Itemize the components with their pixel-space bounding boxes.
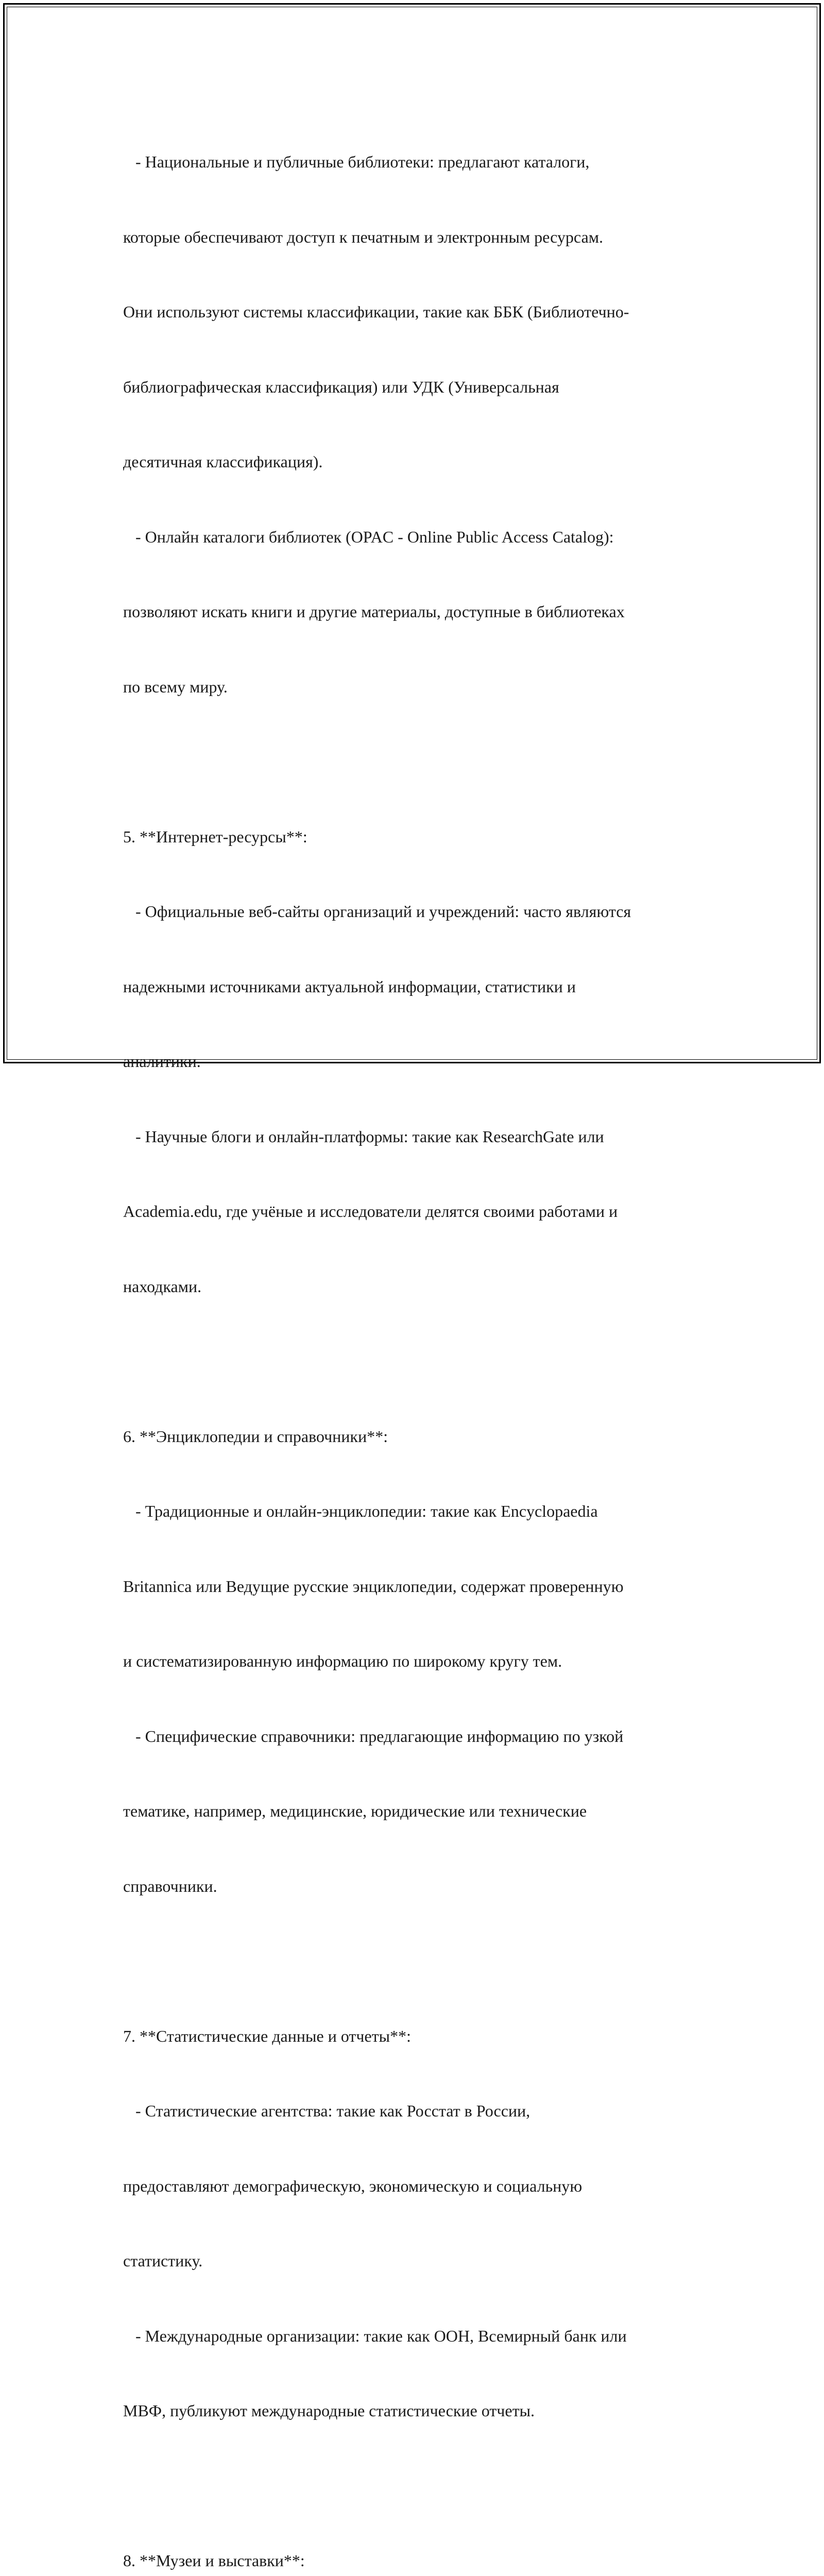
text-line: десятичная классификация). (123, 452, 323, 471)
text-line: аналитики. (123, 1052, 201, 1071)
text-line: - Онлайн каталоги библиотек (OPAC - Online Public Access Catalog): (123, 527, 614, 546)
text-line: надежными источниками актуальной информации, статистики и (123, 977, 576, 996)
text-line: справочники. (123, 1876, 217, 1895)
text-line: которые обеспечивают доступ к печатным и электронным ресурсам. (123, 227, 604, 246)
text-line: - Национальные и публичные библиотеки: предлагают каталоги, (123, 152, 590, 171)
blank-line (123, 1948, 731, 1974)
text-line: Они используют системы классификации, такие как ББК (Библиотечно- (123, 302, 629, 321)
text-line: по всему миру. (123, 677, 228, 696)
text-line: - Статистические агентства: такие как Росстат в России, (123, 2102, 530, 2120)
text-line: - Международные организации: такие как ООН, Всемирный банк или (123, 2326, 627, 2345)
text-line: МВФ, публикуют международные статистические отчеты. (123, 2401, 535, 2420)
text-line: предоставляют демографическую, экономическую и социальную (123, 2176, 582, 2195)
text-line: библиографическая классификация) или УДК (Универсальная (123, 377, 559, 396)
text-line: - Специфические справочники: предлагающие информацию по узкой (123, 1726, 624, 1745)
section-heading: 5. **Интернет-ресурсы**: (123, 827, 307, 846)
text-line: находками. (123, 1277, 202, 1296)
blank-line (123, 2473, 731, 2499)
text-line: Academia.edu, где учёные и исследователи делятся своими работами и (123, 1202, 618, 1221)
section-heading: 7. **Статистические данные и отчеты**: (123, 2026, 411, 2045)
section-heading: 6. **Энциклопедии и справочники**: (123, 1427, 388, 1446)
page-frame (3, 3, 821, 2570)
blank-line (123, 749, 731, 774)
text-line: - Научные блоги и онлайн-платформы: такие как ResearchGate или (123, 1127, 604, 1146)
text-line: и систематизированную информацию по широкому кругу тем. (123, 1652, 562, 1670)
blank-line (123, 1349, 731, 1374)
document-body (123, 99, 731, 2576)
text-line: тематике, например, медицинские, юридические или технические (123, 1802, 587, 1820)
section-heading: 8. **Музеи и выставки**: (123, 2551, 305, 2570)
text-line: - Традиционные и онлайн-энциклопедии: такие как Encyclopaedia (123, 1502, 598, 1520)
text-line: позволяют искать книги и другие материалы, доступные в библиотеках (123, 602, 625, 621)
text-line: статистику. (123, 2251, 203, 2270)
text-line: Britannica или Ведущие русские энциклопедии, содержат проверенную (123, 1577, 624, 1596)
text-line: - Официальные веб-сайты организаций и учреждений: часто являются (123, 902, 631, 921)
